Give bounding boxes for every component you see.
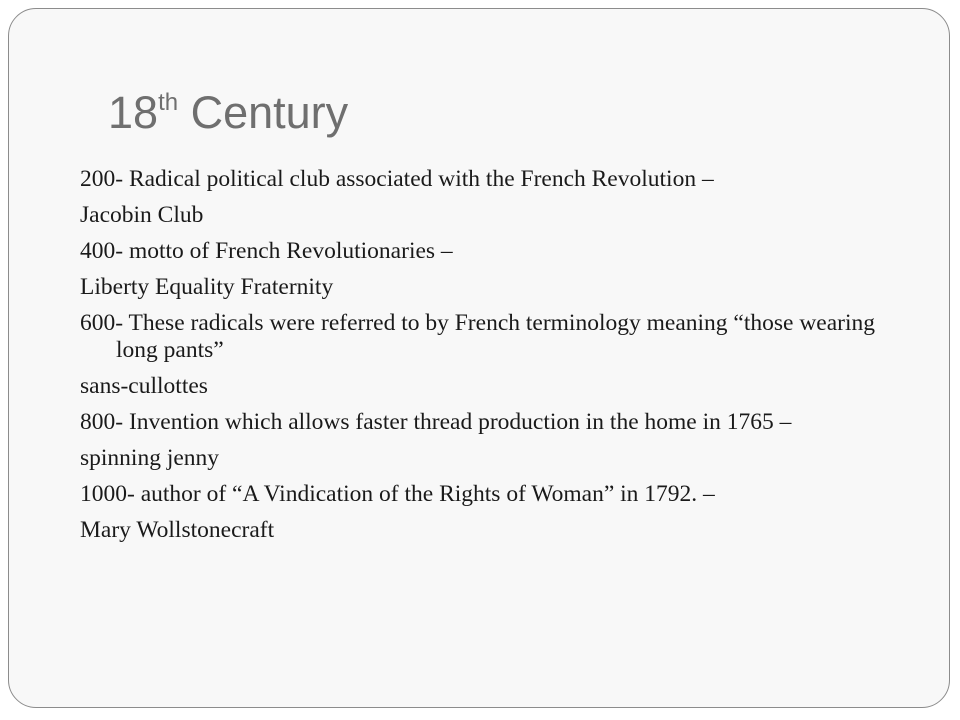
title-number: 18 xyxy=(108,87,159,138)
body-line: Jacobin Club xyxy=(80,202,204,228)
body-line: sans-cullottes xyxy=(80,373,208,399)
title-superscript: th xyxy=(158,89,179,116)
body-line: spinning jenny xyxy=(80,445,220,471)
body-line: 800- Invention which allows faster thread production in the home in 1765 – xyxy=(80,409,792,435)
slide-title xyxy=(108,80,348,146)
body-line: 600- These radicals were referred to by French terminology meaning “those wearing long pants” xyxy=(80,310,876,363)
body-line: 400- motto of French Revolutionaries – xyxy=(80,238,453,264)
body-line: Mary Wollstonecraft xyxy=(80,517,275,543)
body-line: Liberty Equality Fraternity xyxy=(80,274,334,300)
slide-body xyxy=(80,166,890,553)
body-line: 1000- author of “A Vindication of the Rights of Woman” in 1792. – xyxy=(80,481,715,507)
body-line: 200- Radical political club associated with the French Revolution – xyxy=(80,166,714,192)
title-text: Century xyxy=(178,87,349,138)
